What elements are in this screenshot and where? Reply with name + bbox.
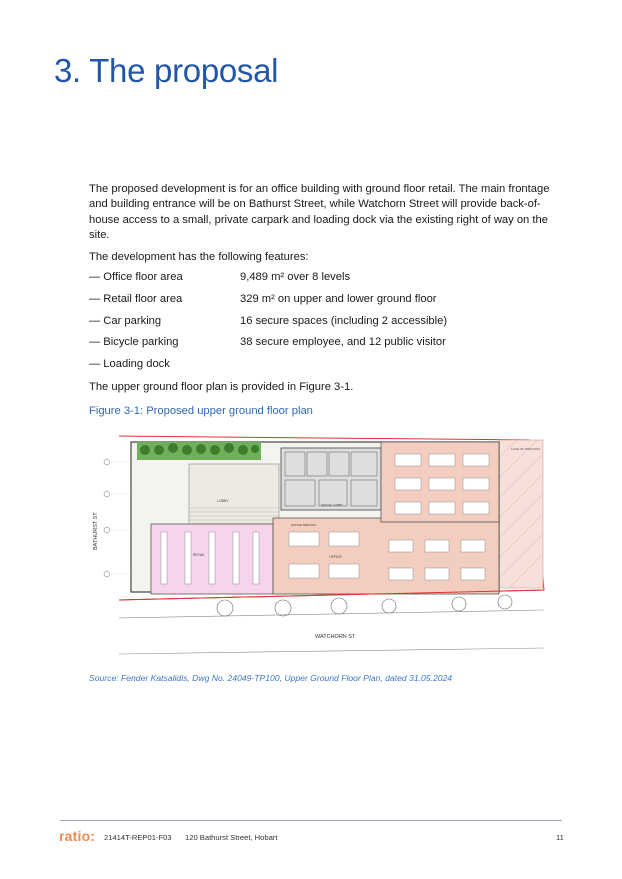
feature-item xyxy=(89,315,569,331)
feature-value: 9,489 m² over 8 levels xyxy=(240,271,351,283)
street-label-left: BATHURST ST xyxy=(93,512,99,550)
figure-caption: Figure 3-1: Proposed upper ground floor plan xyxy=(89,405,313,417)
figure-source: Source: Fender Katsalidis, Dwg No. 24049-TP100, Upper Ground Floor Plan, dated 31.05.2024 xyxy=(89,673,453,683)
footer-address: 120 Bathurst Street, Hobart xyxy=(185,833,278,842)
footer-divider xyxy=(60,820,562,821)
feature-label: — Office floor area xyxy=(89,271,183,283)
feature-item xyxy=(89,293,569,309)
document-reference: 21414T-REP01-F03 xyxy=(104,833,172,842)
feature-label: — Retail floor area xyxy=(89,293,183,305)
office-lobby-label: OFFICE LOBBY xyxy=(321,503,343,507)
feature-item xyxy=(89,358,569,374)
office-label: OFFICE xyxy=(329,555,342,559)
lane-label: LANE OF PREVIOUS xyxy=(511,447,541,451)
features-intro: The development has the following features: xyxy=(89,251,309,263)
feature-value: 329 m² on upper and lower ground floor xyxy=(240,293,437,305)
page-title: 3. The proposal xyxy=(54,52,279,89)
figure-reference: The upper ground floor plan is provided in Figure 3-1. xyxy=(89,381,354,393)
feature-item xyxy=(89,271,569,287)
lobby-label: LOBBY xyxy=(217,499,229,503)
floor-plan xyxy=(89,428,559,664)
intro-paragraph: The proposed development is for an office building with ground floor retail. The main frontage and building entrance will be on Bathurst Street, while Watchorn Street will provide back-of-house access to a small, private carpark and loading dock via the existing right of way on the site. xyxy=(89,183,550,242)
office-area-south xyxy=(273,518,499,594)
lane-zone xyxy=(499,440,543,588)
street-label-bottom: WATCHORN ST xyxy=(315,634,356,640)
page-number: 11 xyxy=(556,833,564,842)
feature-value: 38 secure employee, and 12 public visitor xyxy=(240,336,446,348)
feature-value: 16 secure spaces (including 2 accessible) xyxy=(240,315,448,327)
retail-label: RETAIL xyxy=(193,553,205,557)
lobby-area xyxy=(189,464,279,524)
office-meeting-label: OFFICE MEETING xyxy=(291,523,317,527)
feature-item xyxy=(89,336,569,352)
feature-label: — Car parking xyxy=(89,315,162,327)
feature-label: — Bicycle parking xyxy=(89,336,179,348)
building-core xyxy=(281,448,381,510)
ratio-logo: ratio: xyxy=(59,828,96,844)
feature-label: — Loading dock xyxy=(89,358,170,370)
